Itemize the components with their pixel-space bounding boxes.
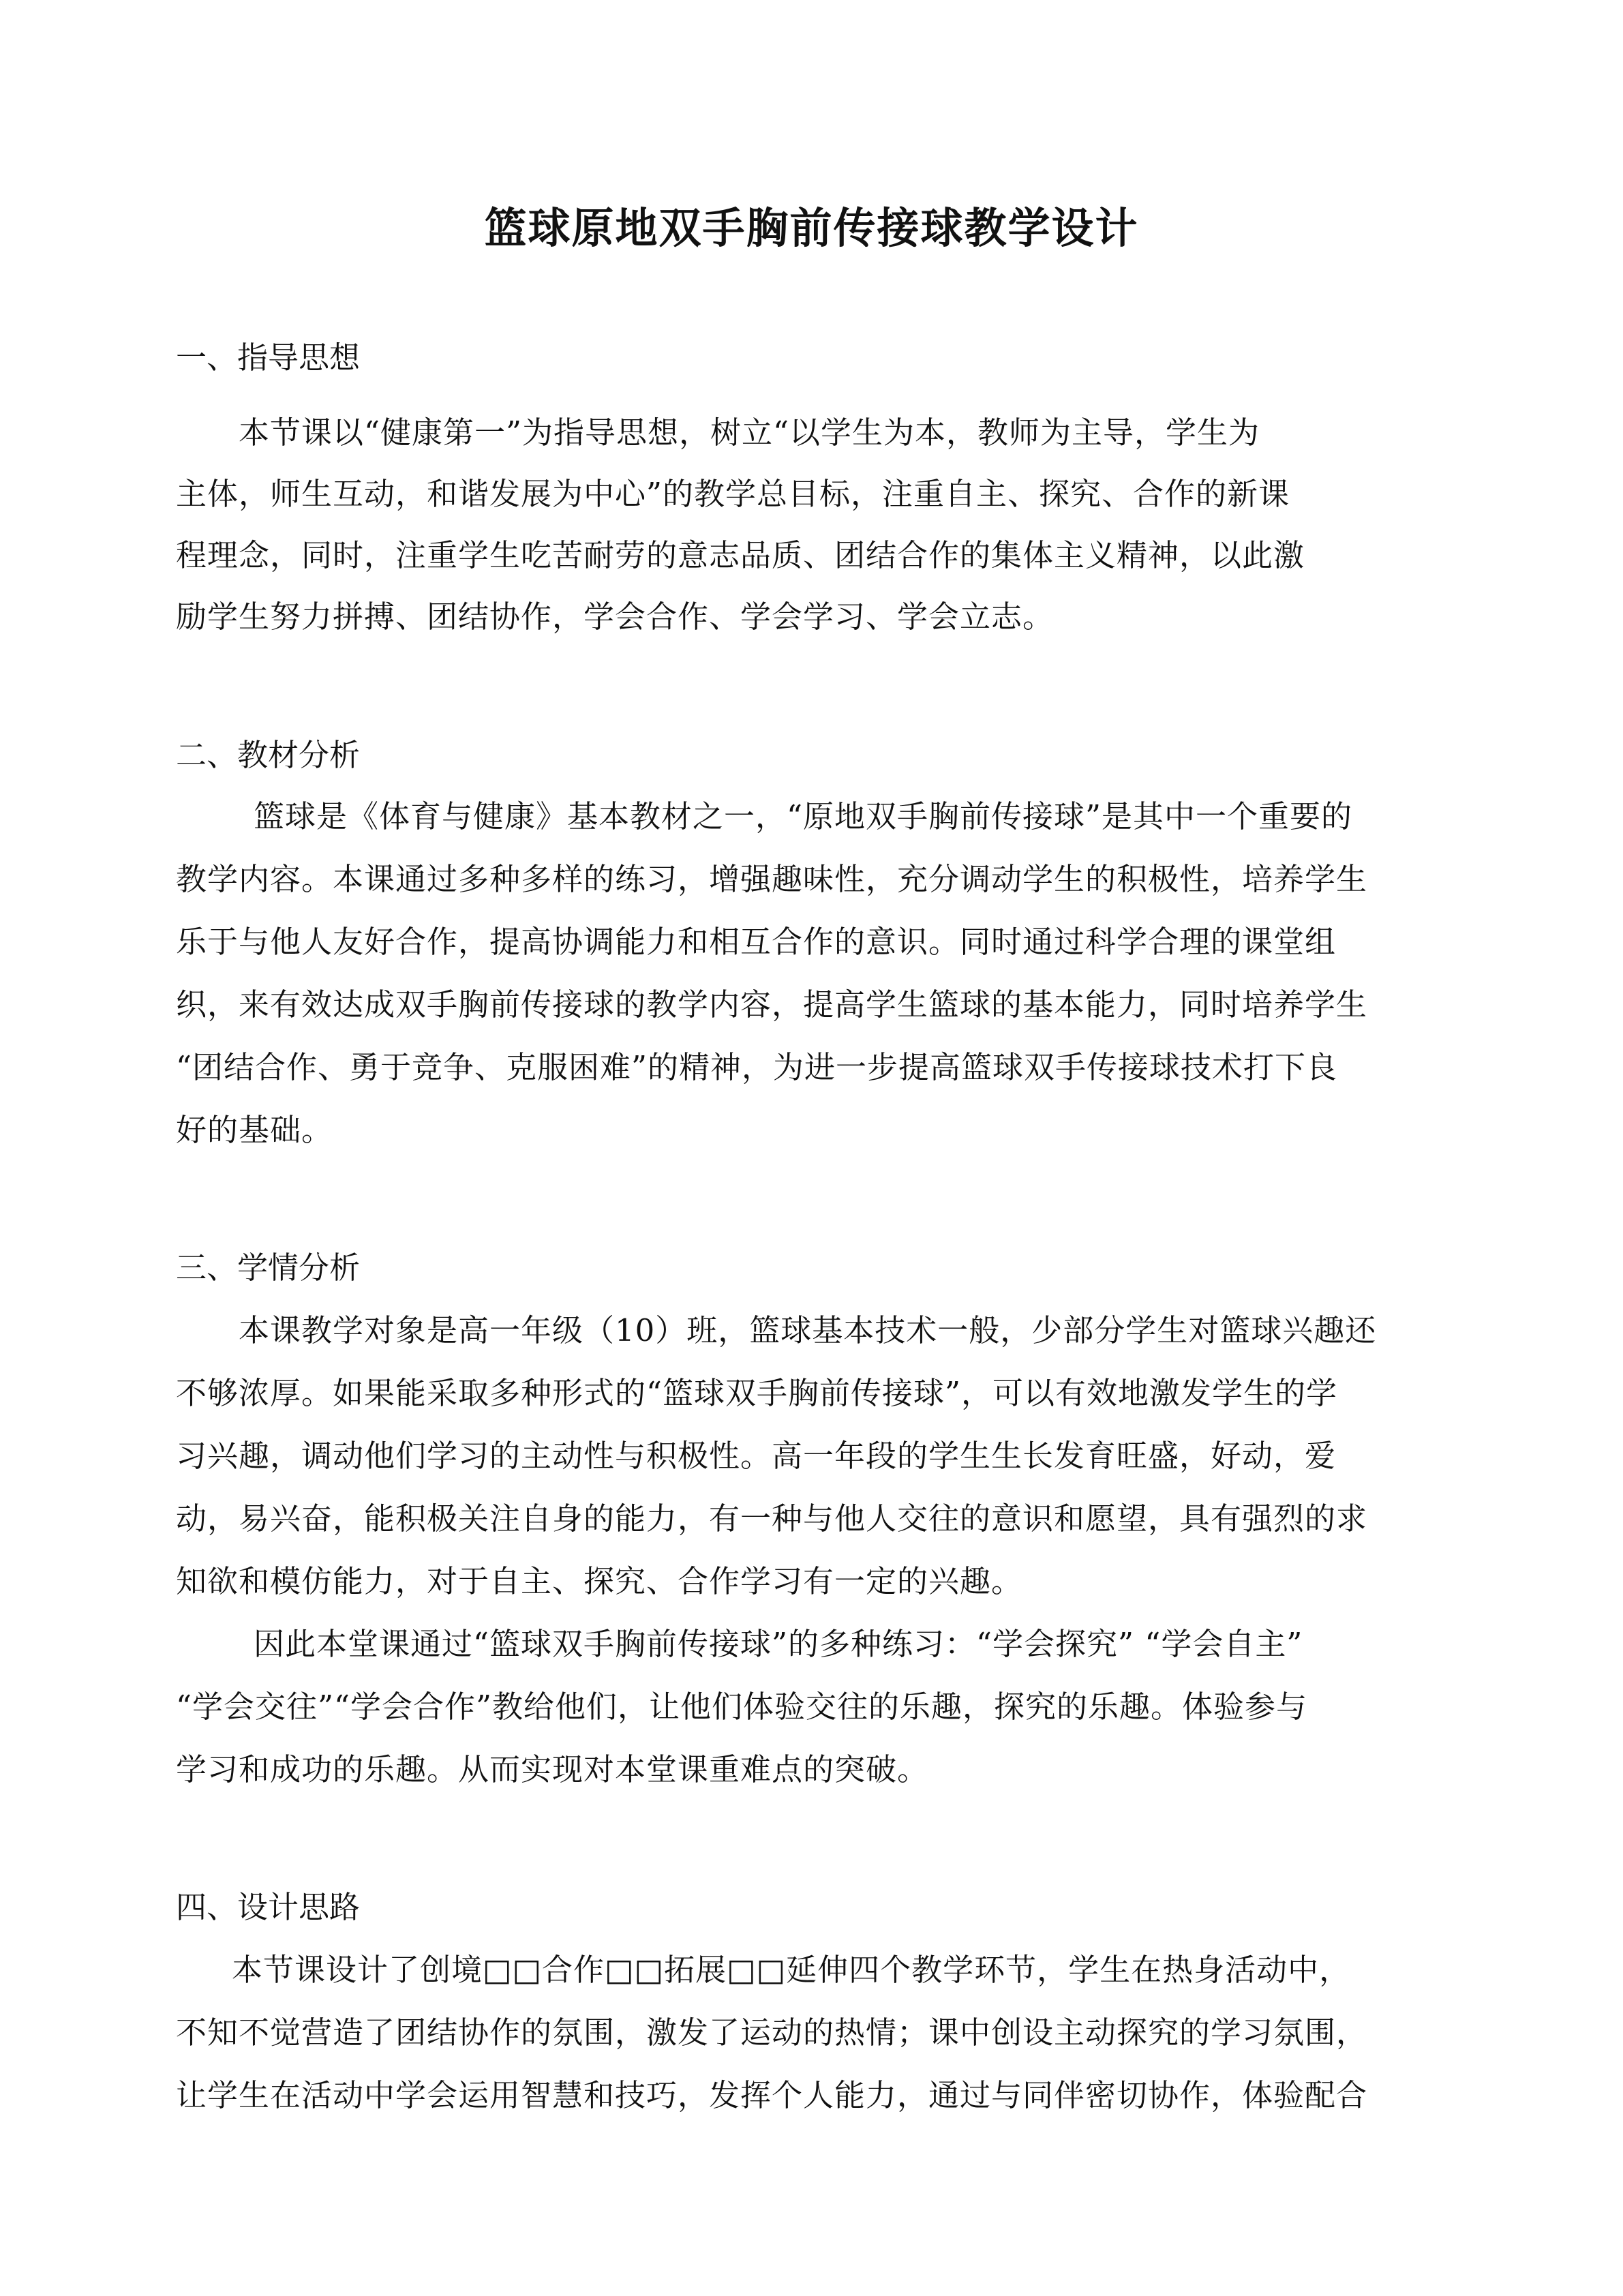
paragraph-line: 本课教学对象是高一年级（10）班，篮球基本技术一般，少部分学生对篮球兴趣还 [239,1312,1377,1348]
paragraph-line: 好的基础。 [176,1112,333,1148]
paragraph-line: 织，来有效达成双手胸前传接球的教学内容，提高学生篮球的基本能力，同时培养学生 [176,986,1368,1023]
paragraph-line: 乐于与他人友好合作，提高协调能力和相互合作的意识。同时通过科学合理的课堂组 [176,924,1337,960]
paragraph-line: 程理念，同时，注重学生吃苦耐劳的意志品质、团结合作的集体主义精神，以此激 [176,537,1305,573]
paragraph-line: 教学内容。本课通过多种多样的练习，增强趣味性，充分调动学生的积极性，培养学生 [176,861,1368,897]
paragraph-line: 主体，师生互动，和谐发展为中心”的教学总目标，注重自主、探究、合作的新课 [176,476,1290,512]
paragraph-line: 习兴趣，调动他们学习的主动性与积极性。高一年段的学生生长发育旺盛，好动，爱 [176,1438,1337,1474]
section-heading-guiding-thought: 一、指导思想 [176,339,361,376]
paragraph-line: “团结合作、勇于竞争、克服困难”的精神，为进一步提高篮球双手传接球技术打下良 [176,1049,1338,1085]
paragraph-line: 篮球是《体育与健康》基本教材之一，“原地双手胸前传接球”是其中一个重要的 [254,798,1353,834]
paragraph-line: 本节课设计了创境□□合作□□拓展□□延伸四个教学环节，学生在热身活动中， [232,1952,1351,1988]
section-heading-learner-analysis: 三、学情分析 [176,1250,361,1286]
paragraph-line: 动，易兴奋，能积极关注自身的能力，有一种与他人交往的意识和愿望，具有强烈的求 [176,1500,1368,1537]
paragraph-line: “学会交往”“学会合作”教给他们，让他们体验交往的乐趣，探究的乐趣。体验参与 [176,1689,1308,1725]
document-title: 篮球原地双手胸前传接球教学设计 [484,203,1139,253]
paragraph-line: 励学生努力拼搏、团结协作，学会合作、学会学习、学会立志。 [176,599,1055,635]
paragraph-line: 知欲和模仿能力，对于自主、探究、合作学习有一定的兴趣。 [176,1563,1023,1599]
paragraph-line: 本节课以“健康第一”为指导思想，树立“以学生为本，教师为主导，学生为 [239,414,1260,451]
section-heading-material-analysis: 二、教材分析 [176,737,361,773]
paragraph-line: 学习和成功的乐趣。从而实现对本堂课重难点的突破。 [176,1751,929,1787]
paragraph-line: 不知不觉营造了团结协作的氛围，激发了运动的热情；课中创设主动探究的学习氛围， [176,2014,1368,2051]
paragraph-line: 让学生在活动中学会运用智慧和技巧，发挥个人能力，通过与同伴密切协作，体验配合 [176,2077,1368,2113]
paragraph-line: 因此本堂课通过“篮球双手胸前传接球”的多种练习：“学会探究” “学会自主” [254,1626,1303,1662]
paragraph-line: 不够浓厚。如果能采取多种形式的“篮球双手胸前传接球”，可以有效地激发学生的学 [176,1375,1338,1411]
section-heading-design-approach: 四、设计思路 [176,1889,361,1925]
